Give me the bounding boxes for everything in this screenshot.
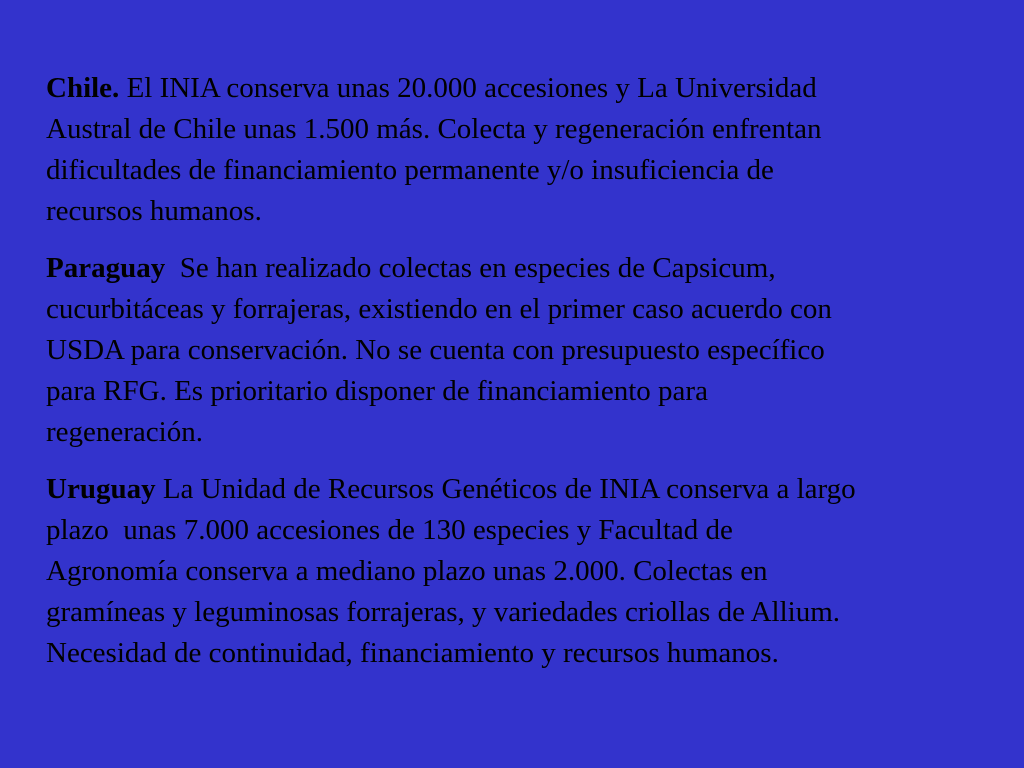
- paragraph-lead-paraguay: Paraguay: [46, 252, 166, 284]
- paragraph-body-chile: El INIA conserva unas 20.000 accesiones y La Universidad Austral de Chile unas 1.500 más. Colecta y regeneración enfrentan dificultades de financiamiento permanente y/o insuficiencia de recursos humanos.: [46, 72, 822, 227]
- paragraph-lead-uruguay: Uruguay: [46, 473, 156, 505]
- paragraph-body-uruguay: La Unidad de Recursos Genéticos de INIA conserva a largo plazo unas 7.000 accesiones de 130 especies y Facultad de Agronomía conserva a mediano plazo unas 2.000. Colectas en gramíneas y leguminosas forrajeras, y variedades criollas de Allium. Necesidad de continuidad, financiamiento y recursos humanos.: [46, 473, 856, 669]
- paragraph-lead-chile: Chile.: [46, 72, 120, 104]
- paragraph-paraguay: [46, 248, 984, 453]
- paragraph-body-paraguay: Se han realizado colectas en especies de Capsicum, cucurbitáceas y forrajeras, existiendo en el primer caso acuerdo con USDA para conservación. No se cuenta con presupuesto específico para RFG. Es prioritario disponer de financiamiento para regeneración.: [46, 252, 832, 448]
- paragraph-uruguay: [46, 469, 984, 674]
- paragraph-chile: [46, 68, 984, 232]
